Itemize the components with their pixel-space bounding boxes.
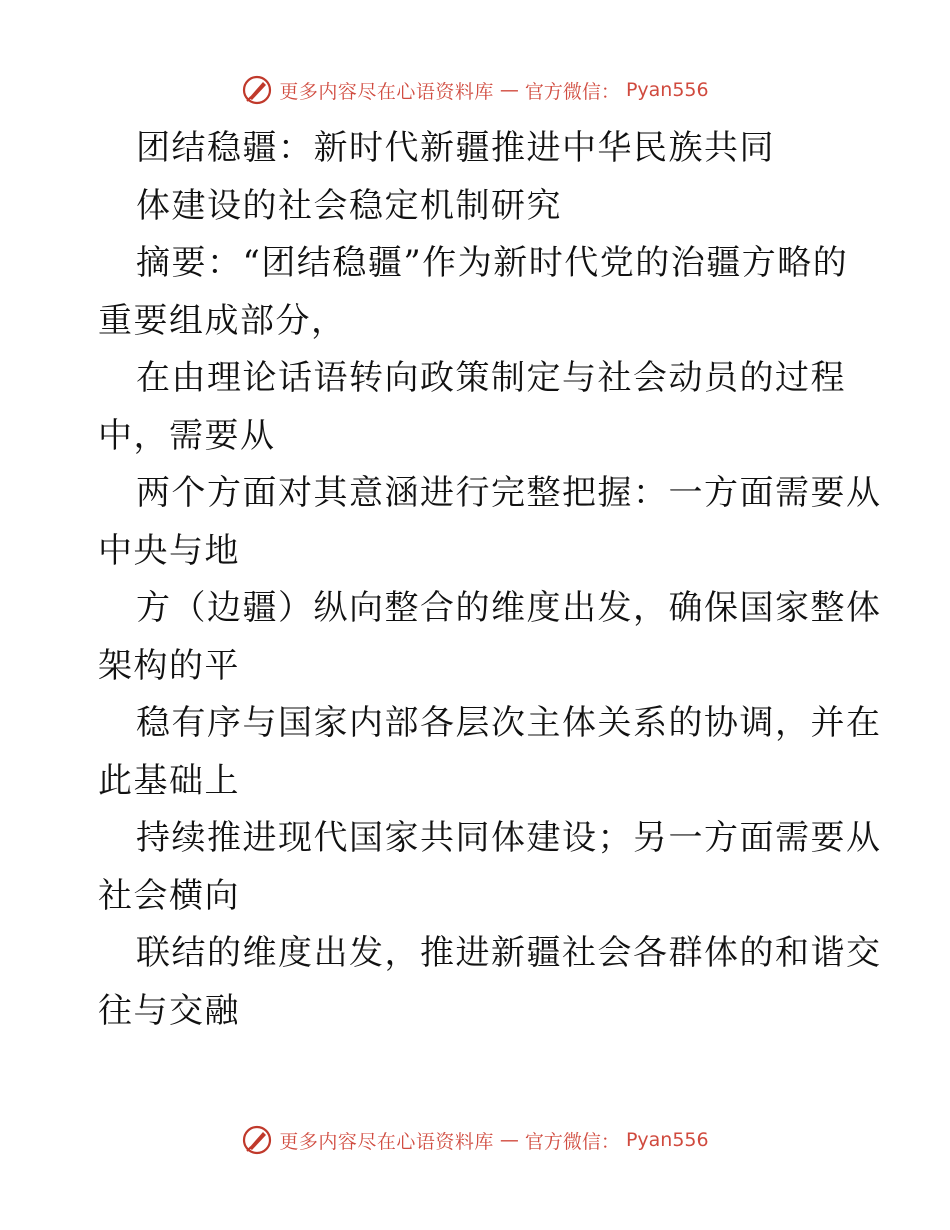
watermark-wechat-label: 官方微信： bbox=[524, 80, 620, 103]
quill-logo-icon bbox=[241, 74, 273, 106]
quill-logo-icon bbox=[241, 1124, 273, 1156]
text-line: 联结的维度出发，推进新疆社会各群体的和谐交 bbox=[136, 933, 882, 973]
text-line: 往与交融 bbox=[98, 990, 240, 1031]
watermark-wechat-label: 官方微信： bbox=[524, 1130, 620, 1153]
footer-watermark bbox=[0, 1120, 950, 1160]
watermark-site-text: 更多内容尽在心语资料库 bbox=[279, 1130, 494, 1153]
text-line: 中央与地 bbox=[98, 530, 240, 571]
watermark-wechat-id: Pyan556 bbox=[625, 79, 709, 101]
watermark-site-text: 更多内容尽在心语资料库 bbox=[279, 80, 494, 103]
text-line: 团结稳疆：新时代新疆推进中华民族共同 bbox=[136, 128, 775, 168]
text-line: 稳有序与国家内部各层次主体关系的协调，并在 bbox=[136, 703, 882, 743]
text-line: 体建设的社会稳定机制研究 bbox=[136, 185, 562, 226]
text-line: 持续推进现代国家共同体建设；另一方面需要从 bbox=[136, 818, 882, 858]
text-line: 社会横向 bbox=[98, 875, 240, 916]
text-line: 重要组成部分， bbox=[98, 300, 347, 341]
watermark-separator: — bbox=[499, 79, 519, 101]
header-watermark bbox=[0, 70, 950, 110]
text-line: 架构的平 bbox=[98, 645, 240, 686]
text-line: 此基础上 bbox=[98, 760, 240, 801]
text-line: 摘要：“团结稳疆”作为新时代党的治疆方略的 bbox=[136, 243, 849, 283]
text-line: 在由理论话语转向政策制定与社会动员的过程 bbox=[136, 358, 846, 398]
document-body bbox=[98, 120, 882, 1040]
text-line: 中，需要从 bbox=[98, 415, 276, 456]
watermark-separator: — bbox=[499, 1129, 519, 1151]
text-line: 两个方面对其意涵进行完整把握：一方面需要从 bbox=[136, 473, 882, 513]
watermark-wechat-id: Pyan556 bbox=[625, 1129, 709, 1151]
text-line: 方（边疆）纵向整合的维度出发，确保国家整体 bbox=[136, 588, 882, 628]
